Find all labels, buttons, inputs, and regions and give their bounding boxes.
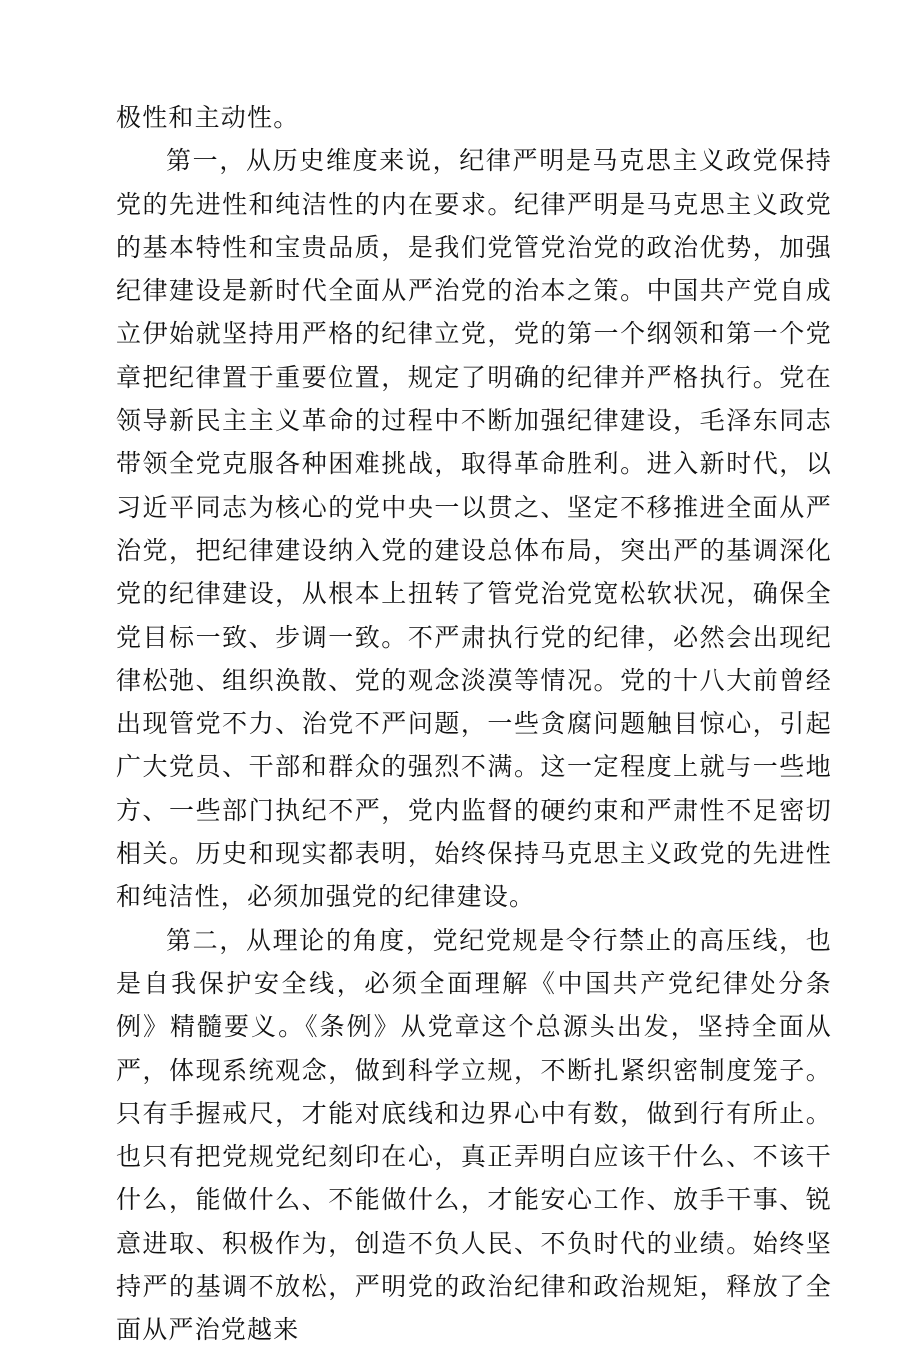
document-body	[116, 96, 832, 1352]
paragraph-history: 第一，从历史维度来说，纪律严明是马克思主义政党保持党的先进性和纯洁性的内在要求。纪律严明是马克思主义政党的基本特性和宝贵品质，是我们党管党治党的政治优势，加强纪律建设是新时代全面从严治党的治本之策。中国共产党自成立伊始就坚持用严格的纪律立党，党的第一个纲领和第一个党章把纪律置于重要位置，规定了明确的纪律并严格执行。党在领导新民主主义革命的过程中不断加强纪律建设，毛泽东同志带领全党克服各种困难挑战，取得革命胜利。进入新时代，以习近平同志为核心的党中央一以贯之、坚定不移推进全面从严治党，把纪律建设纳入党的建设总体布局，突出严的基调深化党的纪律建设，从根本上扭转了管党治党宽松软状况，确保全党目标一致、步调一致。不严肃执行党的纪律，必然会出现纪律松弛、组织涣散、党的观念淡漠等情况。党的十八大前曾经出现管党不力、治党不严问题，一些贪腐问题触目惊心，引起广大党员、干部和群众的强烈不满。这一定程度上就与一些地方、一些部门执纪不严，党内监督的硬约束和严肃性不足密切相关。历史和现实都表明，始终保持马克思主义政党的先进性和纯洁性，必须加强党的纪律建设。	[116, 146, 832, 912]
paragraph-theory: 第二，从理论的角度，党纪党规是令行禁止的高压线，也是自我保护安全线，必须全面理解《中国共产党纪律处分条例》精髓要义。《条例》从党章这个总源头出发，坚持全面从严，体现系统观念，做到科学立规，不断扎紧织密制度笼子。只有手握戒尺，才能对底线和边界心中有数，做到行有所止。也只有把党规党纪刻印在心，真正弄明白应该干什么、不该干什么，能做什么、不能做什么，才能安心工作、放手干事、锐意进取、积极作为，创造不负人民、不负时代的业绩。始终坚持严的基调不放松，严明党的政治纪律和政治规矩，释放了全面从严治党越来	[116, 925, 832, 1345]
paragraph-continuation: 极性和主动性。	[116, 103, 300, 132]
